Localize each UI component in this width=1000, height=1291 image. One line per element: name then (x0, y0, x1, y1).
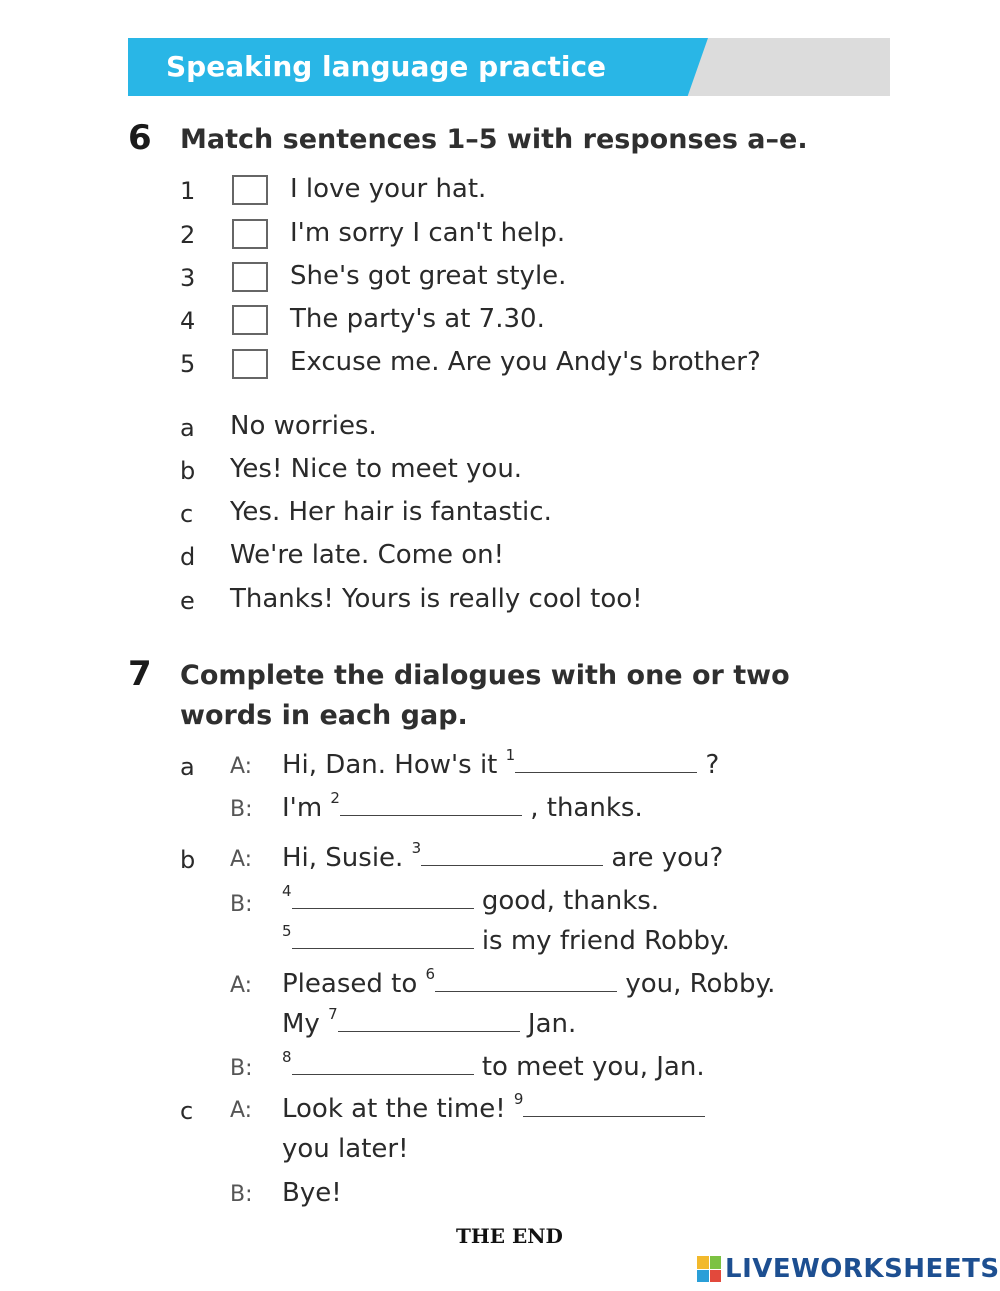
speaker-label: B: (230, 1056, 253, 1081)
speaker-label: B: (230, 797, 253, 822)
dialogue-line: Look at the time! $^9$ (282, 1094, 705, 1124)
response-letter: a (180, 414, 195, 442)
answer-box-3[interactable] (232, 262, 268, 292)
response-text: Yes. Her hair is fantastic. (230, 497, 552, 527)
dialogue-line: Hi, Susie. $^3$ are you? (282, 839, 724, 873)
dialogue-line: Hi, Dan. How's it $^1$ ? (282, 746, 720, 780)
answer-gap-4[interactable] (292, 886, 474, 909)
exercise-6-instruction: Match sentences 1–5 with responses a–e. (180, 124, 808, 155)
dialogue-letter: b (180, 846, 196, 874)
sentence-number: 5 (180, 350, 196, 378)
dialogue-letter: c (180, 1097, 194, 1125)
answer-gap-3[interactable] (421, 843, 603, 866)
sentence-number: 1 (180, 177, 196, 205)
exercise-6-number: 6 (128, 118, 152, 158)
response-letter: b (180, 457, 196, 485)
dialogue-line: Pleased to $^6$ you, Robby. (282, 965, 776, 999)
dialogue-line: Bye! (282, 1178, 342, 1208)
liveworksheets-logo-icon (697, 1256, 721, 1282)
dialogue-line: $^5$ is my friend Robby. (282, 922, 730, 956)
dialogue-letter: a (180, 753, 195, 781)
response-text: No worries. (230, 411, 377, 441)
answer-gap-6[interactable] (435, 969, 617, 992)
the-end-label: THE END (456, 1224, 563, 1248)
sentence-number: 4 (180, 307, 196, 335)
answer-box-2[interactable] (232, 219, 268, 249)
speaker-label: A: (230, 1098, 253, 1123)
answer-gap-5[interactable] (292, 926, 474, 949)
dialogue-line: $^8$ to meet you, Jan. (282, 1048, 705, 1082)
liveworksheets-brand-text: LIVEWORKSHEETS (725, 1254, 1000, 1284)
dialogue-line: My $^7$ Jan. (282, 1005, 577, 1039)
speaker-label: A: (230, 973, 253, 998)
sentence-text: I love your hat. (290, 174, 487, 204)
sentence-number: 2 (180, 221, 196, 249)
liveworksheets-logo[interactable] (697, 1254, 1000, 1284)
answer-box-5[interactable] (232, 349, 268, 379)
response-text: We're late. Come on! (230, 540, 505, 570)
answer-gap-1[interactable] (515, 750, 697, 773)
answer-gap-9[interactable] (523, 1094, 705, 1117)
exercise-7-number: 7 (128, 654, 152, 694)
dialogue-line: $^4$ good, thanks. (282, 882, 660, 916)
answer-box-1[interactable] (232, 175, 268, 205)
response-text: Thanks! Yours is really cool too! (230, 584, 643, 614)
answer-gap-8[interactable] (292, 1052, 474, 1075)
dialogue-line: I'm $^2$ , thanks. (282, 789, 643, 823)
sentence-text: The party's at 7.30. (290, 304, 545, 334)
speaker-label: B: (230, 892, 253, 917)
sentence-text: Excuse me. Are you Andy's brother? (290, 347, 761, 377)
sentence-text: I'm sorry I can't help. (290, 218, 566, 248)
sentence-number: 3 (180, 264, 196, 292)
speaker-label: A: (230, 754, 253, 779)
sentence-text: She's got great style. (290, 261, 567, 291)
response-text: Yes! Nice to meet you. (230, 454, 523, 484)
exercise-7-instruction: words in each gap. (180, 700, 468, 731)
speaker-label: A: (230, 847, 253, 872)
section-title: Speaking language practice (166, 50, 607, 83)
exercise-7-instruction: Complete the dialogues with one or two (180, 660, 790, 691)
response-letter: d (180, 543, 196, 571)
answer-gap-2[interactable] (340, 793, 522, 816)
response-letter: e (180, 587, 195, 615)
speaker-label: B: (230, 1182, 253, 1207)
answer-gap-7[interactable] (338, 1009, 520, 1032)
answer-box-4[interactable] (232, 305, 268, 335)
response-letter: c (180, 500, 194, 528)
dialogue-line: you later! (282, 1134, 409, 1164)
